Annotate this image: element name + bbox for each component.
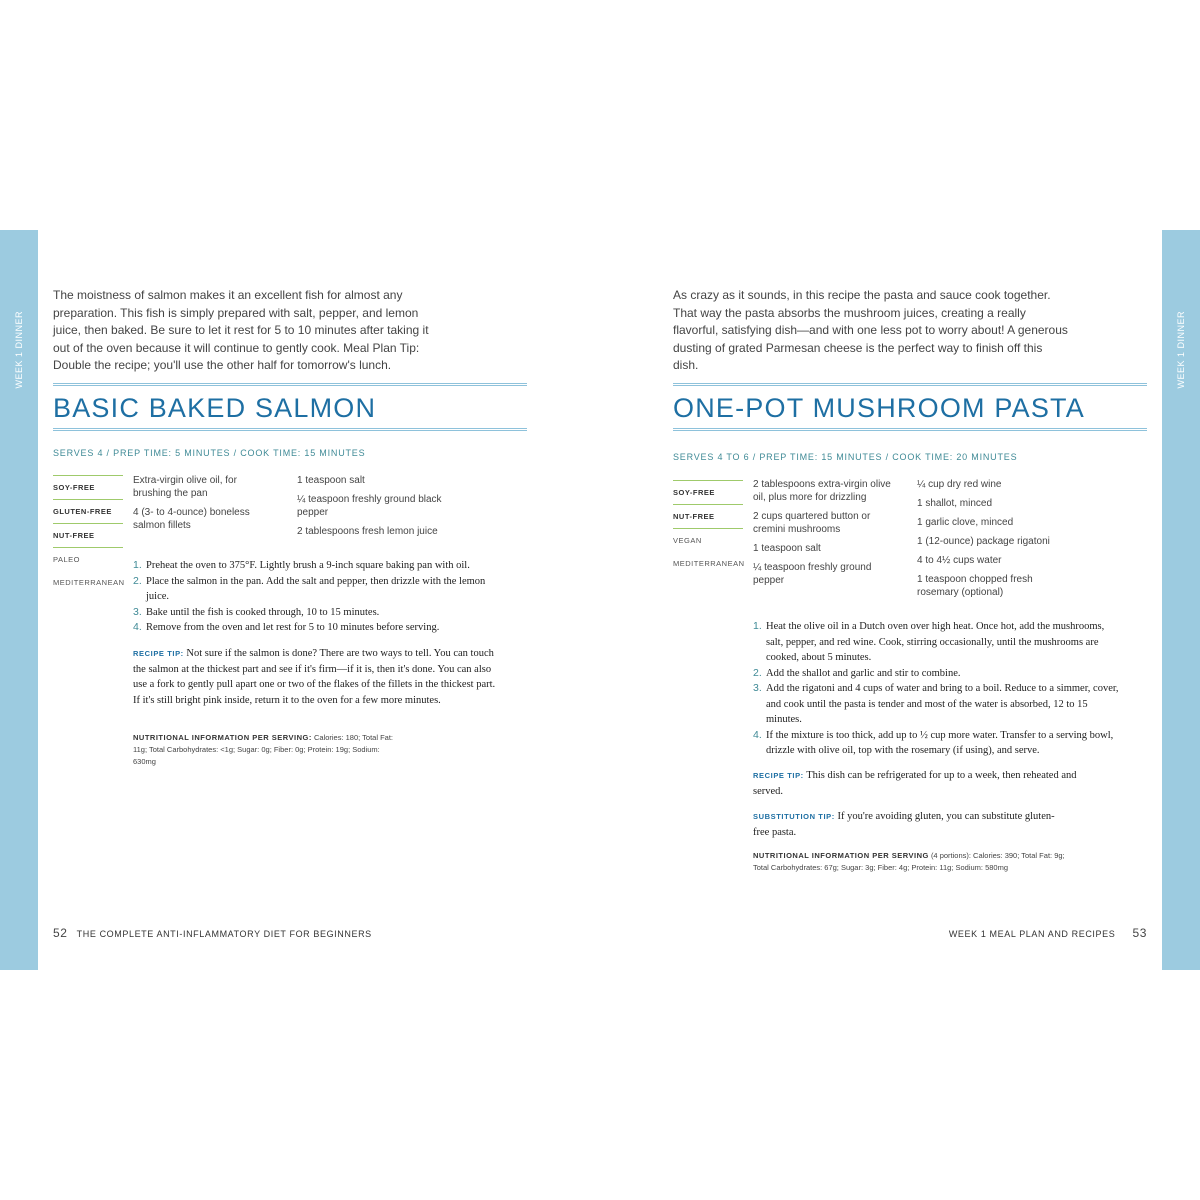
right-step-number: 2. xyxy=(753,666,762,679)
left-sidebar-label: WEEK 1 DINNER xyxy=(14,311,24,389)
left-ingredient: Extra-virgin olive oil, for brushing the pan xyxy=(133,475,237,499)
right-recipe-tip xyxy=(753,768,1093,799)
left-step-number: 4. xyxy=(133,621,142,633)
right-tag-soy-free: SOY-FREE xyxy=(673,480,743,505)
right-diet-tags xyxy=(673,480,743,575)
right-recipe-tip-label: RECIPE TIP: xyxy=(753,771,804,780)
right-ingredient: 2 tablespoons extra-virgin olive oil, plus more for drizzling xyxy=(753,479,891,503)
left-title-rule-bottom xyxy=(53,428,527,431)
left-ingredient: 1 teaspoon salt xyxy=(297,475,365,486)
left-nutrition-label: NUTRITIONAL INFORMATION PER SERVING: xyxy=(133,733,312,742)
left-recipe-tip-text: Not sure if the salmon is done? There are two ways to tell. You can touch the salmon at the thickest part and see if it's firm—if it is, then it's done. You can also use a fork to gently pull apart one or two of the flakes of the fillets in the thickest part. If it's still bright pink inside, return it to the oven for a few more minutes. xyxy=(133,648,496,706)
left-step xyxy=(133,574,503,605)
left-recipe-tip-label: RECIPE TIP: xyxy=(133,649,184,658)
right-nutrition-info xyxy=(753,850,1073,874)
right-footer-title: WEEK 1 MEAL PLAN AND RECIPES xyxy=(948,929,1116,939)
right-sidebar-label: WEEK 1 DINNER xyxy=(1176,311,1186,389)
left-intro-paragraph: The moistness of salmon makes it an excellent fish for almost any preparation. This fish is simply prepared with salt, pepper, and lemon juice, then baked. Be sure to let it rest for 5 to 10 minutes after taking it out of the oven because it will continue to gently cook. Meal Plan Tip: Double the recipe; you'll use the other half for tomorrow's lunch. xyxy=(53,288,429,373)
left-title-rule-top xyxy=(53,383,527,386)
left-step xyxy=(133,605,503,621)
left-recipe-title: BASIC BAKED SALMON xyxy=(53,393,377,423)
right-footer xyxy=(949,926,1147,940)
right-steps-list xyxy=(753,619,1123,759)
right-step xyxy=(753,619,1123,666)
left-tag-soy-free: SOY-FREE xyxy=(53,475,123,500)
left-diet-tags xyxy=(53,475,123,594)
right-recipe-title: ONE-POT MUSHROOM PASTA xyxy=(673,393,1085,423)
left-step-number: 1. xyxy=(133,559,142,571)
left-step-text: Bake until the fish is cooked through, 10 to 15 minutes. xyxy=(146,606,380,618)
left-recipe-meta: SERVES 4 / PREP TIME: 5 MINUTES / COOK TIME: 15 MINUTES xyxy=(53,448,366,458)
left-ingredients-col2 xyxy=(297,474,457,544)
left-tag-nut-free: NUT-FREE xyxy=(53,524,123,548)
right-intro-paragraph: As crazy as it sounds, in this recipe the pasta and sauce cook together. That way the pasta absorbs the mushroom juices, creating a really flavorful, satisfying dish—and with one less pot to worry about! A generous dusting of grated Parmesan cheese is the perfect way to finish off this dish. xyxy=(673,288,1068,373)
right-step-text: Add the shallot and garlic and stir to combine. xyxy=(766,667,961,679)
left-step xyxy=(133,558,503,574)
left-nutrition-text: Calories: 180; Total Fat: 11g; Total Carbohydrates: <1g; Sugar: 0g; Fiber: 0g; Protein: 19g; Sodium: 630mg xyxy=(133,733,394,766)
left-step xyxy=(133,620,503,636)
right-ingredient: 1 teaspoon chopped fresh rosemary (optional) xyxy=(917,574,1033,598)
right-ingredient: 1 garlic clove, minced xyxy=(917,517,1014,528)
left-ingredient: 2 tablespoons fresh lemon juice xyxy=(297,526,438,537)
right-ingredient: 4 to 4½ cups water xyxy=(917,555,1002,566)
right-step-number: 3. xyxy=(753,682,762,694)
right-ingredient: 2 cups quartered button or cremini mushrooms xyxy=(753,511,871,535)
left-ingredient: 4 (3- to 4-ounce) boneless salmon fillets xyxy=(133,507,250,531)
left-step-text: Place the salmon in the pan. Add the salt and pepper, then drizzle with the lemon juice. xyxy=(146,575,486,602)
left-tag-mediterranean: MEDITERRANEAN xyxy=(53,578,125,587)
left-footer-title: THE COMPLETE ANTI-INFLAMMATORY DIET FOR BEGINNERS xyxy=(76,929,372,939)
left-steps-list xyxy=(133,558,503,636)
right-step xyxy=(753,728,1123,759)
right-tag-vegan: VEGAN xyxy=(673,536,702,545)
right-title-rule-bottom xyxy=(673,428,1147,431)
right-substitution-tip xyxy=(753,809,1063,840)
right-ingredient: 1 shallot, minced xyxy=(917,498,993,509)
right-step-number: 1. xyxy=(753,620,762,632)
right-tag-nut-free: NUT-FREE xyxy=(673,505,743,529)
right-ingredient: ¼ teaspoon freshly ground pepper xyxy=(753,562,872,586)
left-step-number: 2. xyxy=(133,574,142,587)
right-sidebar-band xyxy=(1162,230,1200,970)
right-recipe-meta: SERVES 4 TO 6 / PREP TIME: 15 MINUTES / COOK TIME: 20 MINUTES xyxy=(673,452,1018,462)
right-step-text: Heat the olive oil in a Dutch oven over high heat. Once hot, add the mushrooms, salt, pepper, and red wine. Cook, stirring occasionally, until the mushrooms are cooked, about 5 minutes. xyxy=(766,621,1105,663)
left-sidebar-band xyxy=(0,230,38,970)
right-ingredient: 1 teaspoon salt xyxy=(753,543,821,554)
right-ingredient: ¼ cup dry red wine xyxy=(917,479,1002,490)
right-ingredients-col2 xyxy=(917,478,1067,605)
left-step-number: 3. xyxy=(133,605,142,618)
right-step-number: 4. xyxy=(753,728,762,741)
left-step-text: Remove from the oven and let rest for 5 to 10 minutes before serving. xyxy=(146,622,440,633)
left-step-text: Preheat the oven to 375°F. Lightly brush a 9-inch square baking pan with oil. xyxy=(146,560,470,571)
right-recipe-tip-text: This dish can be refrigerated for up to a week, then reheated and served. xyxy=(753,770,1077,797)
right-step xyxy=(753,681,1123,728)
right-substitution-tip-label: SUBSTITUTION TIP: xyxy=(753,812,835,821)
right-substitution-tip-text: If you're avoiding gluten, you can substitute gluten-free pasta. xyxy=(753,811,1055,838)
right-step-text: Add the rigatoni and 4 cups of water and bring to a boil. Reduce to a simmer, cover, and cook until the pasta is tender and most of the water is absorbed, 12 to 15 minutes. xyxy=(766,683,1119,725)
left-tag-gluten-free: GLUTEN-FREE xyxy=(53,500,123,524)
left-page-number: 52 xyxy=(53,926,68,940)
right-ingredients-col1 xyxy=(753,478,903,593)
right-step xyxy=(753,666,1123,682)
left-ingredient: ¼ teaspoon freshly ground black pepper xyxy=(297,494,442,518)
right-title-rule-top xyxy=(673,383,1147,386)
left-ingredients-col1 xyxy=(133,474,273,538)
left-recipe-tip xyxy=(133,646,498,708)
left-nutrition-info xyxy=(133,732,403,768)
right-nutrition-label: NUTRITIONAL INFORMATION PER SERVING xyxy=(753,851,929,860)
right-ingredient: 1 (12-ounce) package rigatoni xyxy=(917,536,1050,547)
left-footer xyxy=(53,926,372,940)
right-nutrition-text: (4 portions): Calories: 390; Total Fat: 9g; Total Carbohydrates: 67g; Sugar: 3g; Fiber: 4g; Protein: 11g; Sodium: 580mg xyxy=(753,851,1065,872)
left-tag-paleo: PALEO xyxy=(53,555,80,564)
right-step-text: If the mixture is too thick, add up to ½ cup more water. Transfer to a serving bowl, drizzle with olive oil, top with the rosemary (if using), and serve. xyxy=(766,729,1114,756)
right-tag-mediterranean: MEDITERRANEAN xyxy=(673,559,745,568)
right-page-number: 53 xyxy=(1132,926,1147,940)
